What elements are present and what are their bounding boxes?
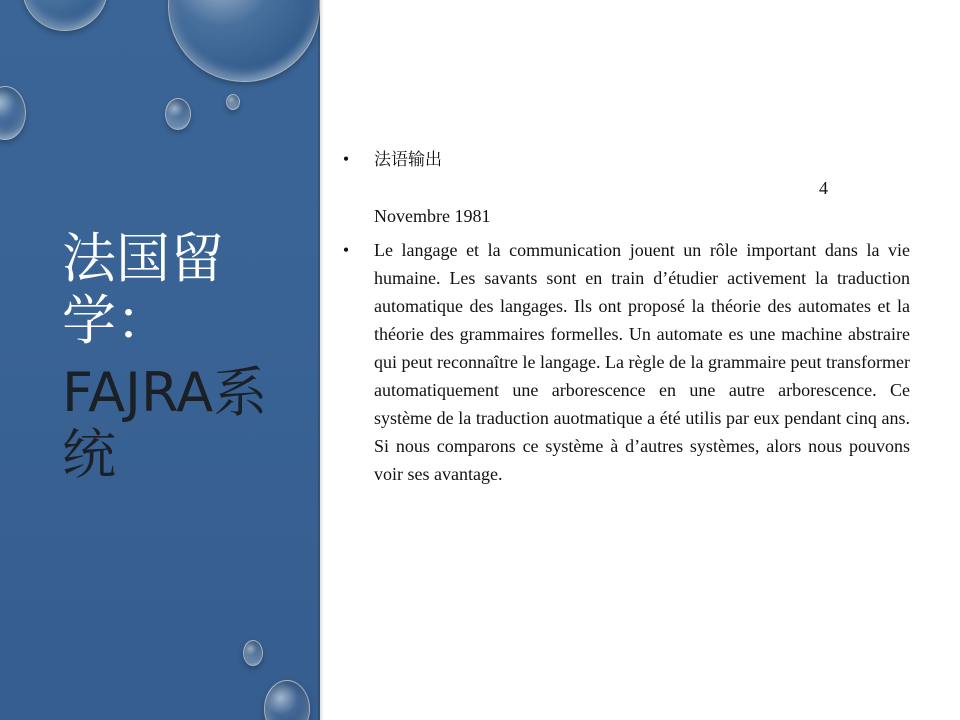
- water-drop-bubble: [168, 0, 320, 82]
- bullet-heading: 法语输出: [374, 150, 442, 170]
- bullet-day: 4: [819, 178, 828, 198]
- subtitle-line: 统: [62, 423, 116, 486]
- slide-title: [62, 228, 282, 486]
- bullet-icon: •: [342, 149, 350, 169]
- bullet-item: [340, 145, 910, 230]
- title-line: 法国留: [62, 227, 224, 290]
- slide-subtitle: [62, 362, 282, 486]
- water-drop-bubble: [264, 680, 310, 720]
- water-drop-bubble: [0, 86, 26, 140]
- side-panel: [0, 0, 320, 720]
- bullet-item: [340, 236, 910, 488]
- bullet-paragraph: Le langage et la communication jouent un rôle important dans la vie humaine. Les savants sont en train d’étudier activement la traduction automatique des langages. Ils ont proposé la théorie des automates et la théorie des grammaires formelles. Un automate es une machine abstraire qui peut reconnaître le langage. La règle de la grammaire peut transformer automatiquement une arborescence en une autre arborescence. Ce système de la traduction auotmatique a été utilis par eux pendant cinq ans. Si nous comparons ce système à d’autres systèmes, alors nous pouvons voir ses avantage.: [374, 240, 910, 484]
- water-drop-bubble: [22, 0, 108, 31]
- water-drop-bubble: [226, 94, 240, 110]
- title-line: 学：: [62, 289, 170, 352]
- subtitle-line: FAJRA系: [62, 361, 268, 424]
- slide-content: [340, 145, 910, 488]
- bullet-date: Novembre 1981: [374, 206, 491, 226]
- water-drop-bubble: [243, 640, 263, 666]
- panel-shadow: [318, 0, 324, 720]
- water-drop-bubble: [165, 98, 191, 130]
- bullet-icon: •: [342, 240, 350, 260]
